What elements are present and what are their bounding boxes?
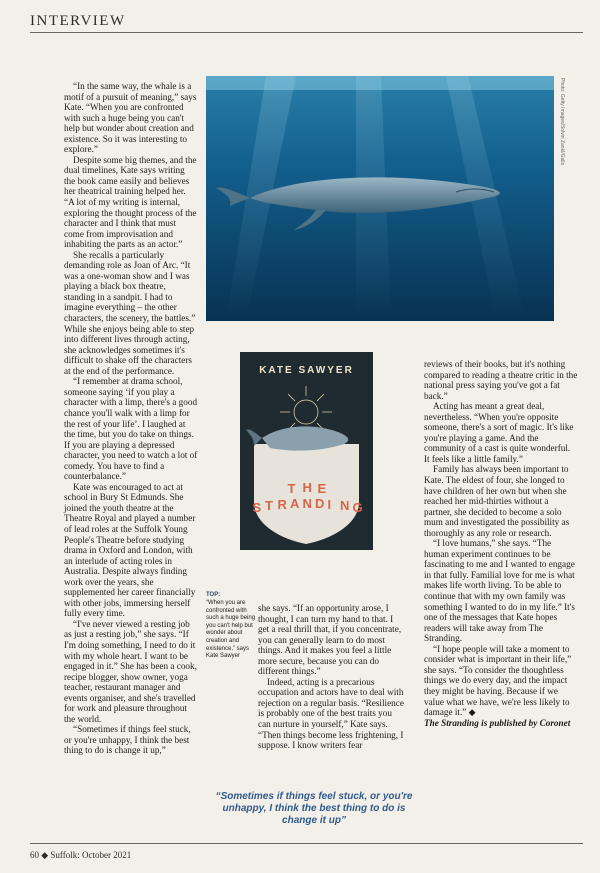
book-title-letter: H [302,480,312,495]
paragraph: “I love humans,” she says. “The human experiment continues to be fascinating to me and I wanted to engage in that fully. Familial love for me is what makes life worth living. To be able to continue that with my own family was something I wanted to do in my life.” It's one of the messages that Kate hopes readers will take away from The Stranding. [424,538,575,644]
book-title-letter: T [265,497,273,513]
footer-rule [30,843,583,844]
book-title-letter: I [327,496,332,512]
book-title-letter: N [340,497,350,513]
book-cover [240,352,373,550]
paragraph: She recalls a particularly demanding role as Joan of Arc. “It was a one-woman show and I was playing a black box theatre, standing in a sandpit. I had to imagine everything – the other characters, the scenery, the battles.” While she enjoys being able to step into different lives through acting, she acknowledges sometimes it's difficult to shake off the characters at the end of the performance. [64,249,196,376]
book-title-letter: N [302,496,312,511]
caption-label: TOP: [206,592,221,598]
header-rule [30,32,583,33]
blue-whale-image [206,76,554,321]
paragraph: “I remember at drama school, someone saying ‘if you play a character with a limp, there's a good chance you'll walk with a limp for the rest of your life’. I laughed at the time, but you do take on things. If you are playing a depressed character, you need to watch a lot of comedy. You have to find a counterbalance.” [64,376,198,482]
pull-quote: “Sometimes if things feel stuck, or you're unhappy, I think the best thing to do is change it up” [215,791,413,826]
page-footer: 60 ◆ Suffolk: October 2021 [30,850,132,860]
book-title-letter: T [287,481,296,496]
paragraph: “In the same way, the whale is a motif of a pursuit of meaning,” says Kate. “When you are confronted with such a huge being you can't help but wonder about creation and existence. So it was interesting to explore.” [64,81,197,155]
paragraph: “I've never viewed a resting job as just a resting job,” she says. “If I'm doing something, I need to do it with my whole heart. I want to be engaged in it.” She has been a cook, recipe blogger, show owner, yoga teacher, restaurant manager and events organiser, and she's travelled for work and pleasure throughout the world. [64,618,197,724]
whale-photo [206,76,554,321]
book-title-letter: R [277,496,287,512]
paragraph: “I hope people will take a moment to consider what is important in their life,” she says. “To consider the thoughtless things we do every day, and the impact they might be having. Because if we value what we have, we're less likely to damage it.” ◆ [424,643,572,718]
paragraph: “Sometimes if things feel stuck, or you're unhappy, I think the best thing to do is change it up,” [64,724,191,756]
paragraph: she says. “If an opportunity arose, I thought, I can turn my hand to that. I get a real thrill that, if you concentrate, you can generally learn to do most things. And it makes you feel a little more secure, because you can do different things.” [258,603,402,677]
book-title-letter: D [315,496,325,512]
book-title-letter: S [252,499,262,515]
section-header: INTERVIEW [30,13,126,29]
book-title-letter: G [352,499,363,515]
paragraph: Acting has meant a great deal, nevertheless. “When you're opposite someone, there's a sort of magic. It's like you're playing a game. And the community of a cast is quite wonderful. It feels like a little family.” [424,401,574,464]
book-title-letter: A [290,496,300,512]
book-title [252,480,363,520]
paragraph: Indeed, acting is a precarious occupation and actors have to deal with rejection on a regular basis. “Resilience is probably one of the best traits you can nurture in yourself,” Kate says. “Then things become less frightening, I suppose. I know writers fear [258,676,404,751]
article-column-1 [64,81,198,756]
paragraph: Despite some big themes, and the dual timelines, Kate says writing the book came easily and believes her theatrical training helped her. “A lot of my writing is internal, exploring the thought process of the character and I think that must come from improvisation and inhabiting the parts as an actor.” [64,154,197,250]
paragraph: Family has always been important to Kate. The eldest of four, she longed to have children of her own but when she reached her mid-thirties without a partner, she decided to become a solo mum and investigated the possibility as thoroughly as any role or research. [424,464,570,538]
photo-credit: Photo: Getty Images/Solvin Zankl/Gallo [559,78,565,166]
paragraph: Kate was encouraged to act at school in Bury St Edmunds. She joined the youth theatre at the Theatre Royal and played a number of lead roles at the Suffolk Young People's Theatre before studying drama in Oxford and London, with an interlude of acting roles in Australia. Despite always finding work over the years, she supplemented her career financially with other jobs, immersing herself fully every time. [64,481,196,619]
book-cover-art [240,352,373,550]
photo-caption: “When you are confronted with such a huge being you can't help but wonder about creation and existence,” says Kate Sawyer [206,600,256,660]
book-author: KATE SAWYER [259,365,354,376]
book-title-letter: E [317,481,327,496]
paragraph: reviews of their books, but it's nothing compared to reading a theatre critic in the national press saying you've got a fat back.” [424,359,578,401]
article-column-4 [424,359,578,728]
publisher-credit: The Stranding is published by Coronet [424,717,571,728]
article-column-3 [258,603,406,751]
